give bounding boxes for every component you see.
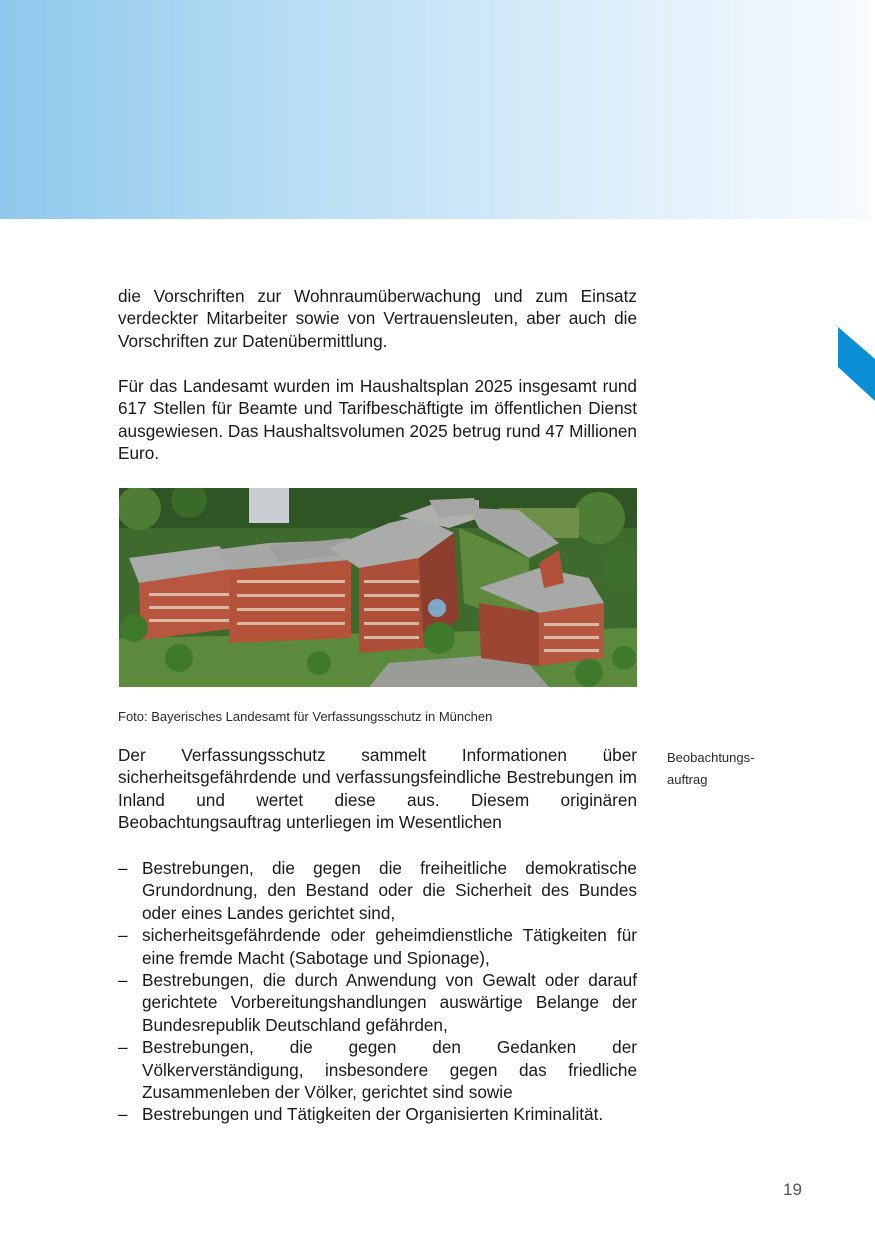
dash-marker: –: [118, 925, 128, 946]
margin-note-line-1: Beobachtungs-: [667, 750, 755, 765]
paragraph-surveillance-rules: die Vorschriften zur Wohnraumüberwachung und zum Einsatz verdeckter Mitarbeiter sowie von Vertrauensleuten, aber auch die Vorschriften zur Datenübermittlung.: [118, 286, 637, 351]
list-item: [118, 924, 637, 969]
list-item: [118, 857, 637, 924]
header-gradient-band: [0, 0, 870, 219]
list-item-text: Bestrebungen, die gegen den Gedanken der Völkerverständigung, insbesondere gegen das friedliche Zusammenleben der Völker, gerichtet sind sowie: [142, 1037, 637, 1103]
list-item-text: Bestrebungen, die gegen die freiheitliche demokratische Grundordnung, den Bestand oder die Sicherheit des Bundes oder eines Landes gerichtet sind,: [142, 858, 637, 923]
list-item-text: Bestrebungen, die durch Anwendung von Gewalt oder darauf gerichtete Vorbereitungshandlungen auswärtige Belange der Bundesrepublik Deutschland gefährden,: [142, 970, 637, 1035]
dash-marker: –: [118, 1037, 128, 1058]
list-item: [118, 969, 637, 1036]
list-item-text: sicherheitsgefährdende oder geheimdienstliche Tätigkeiten für eine fremde Macht (Sabotage und Spionage),: [142, 925, 637, 968]
paragraph-budget: Für das Landesamt wurden im Haushaltsplan 2025 insgesamt rund 617 Stellen für Beamte und Tarifbeschäftigte im öffentlichen Dienst ausgewiesen. Das Haushaltsvolumen 2025 betrug rund 47 Millionen Euro.: [118, 376, 637, 464]
paragraph-observation-mandate: Der Verfassungsschutz sammelt Informationen über sicherheitsgefährdende und verfassungsfeindliche Bestrebungen im Inland und wertet diese aus. Diesem originären Beobachtungsauftrag unterliegen im Wesentlichen: [118, 745, 637, 833]
list-item: [118, 1036, 637, 1103]
chapter-tab-marker: [838, 327, 875, 401]
mandate-bullet-list: [118, 857, 637, 1126]
dash-marker: –: [118, 858, 128, 878]
margin-note-line-2: auftrag: [667, 772, 708, 787]
dash-marker: –: [118, 1104, 128, 1125]
photo-caption: Foto: Bayerisches Landesamt für Verfassungsschutz in München: [118, 709, 493, 724]
dash-marker: –: [118, 970, 128, 991]
margin-note-beobachtungsauftrag: [667, 747, 787, 791]
page-number: 19: [783, 1180, 802, 1199]
list-item-text: Bestrebungen und Tätigkeiten der Organisierten Kriminalität.: [142, 1104, 604, 1125]
building-photo: [119, 488, 637, 687]
list-item: [118, 1103, 637, 1125]
